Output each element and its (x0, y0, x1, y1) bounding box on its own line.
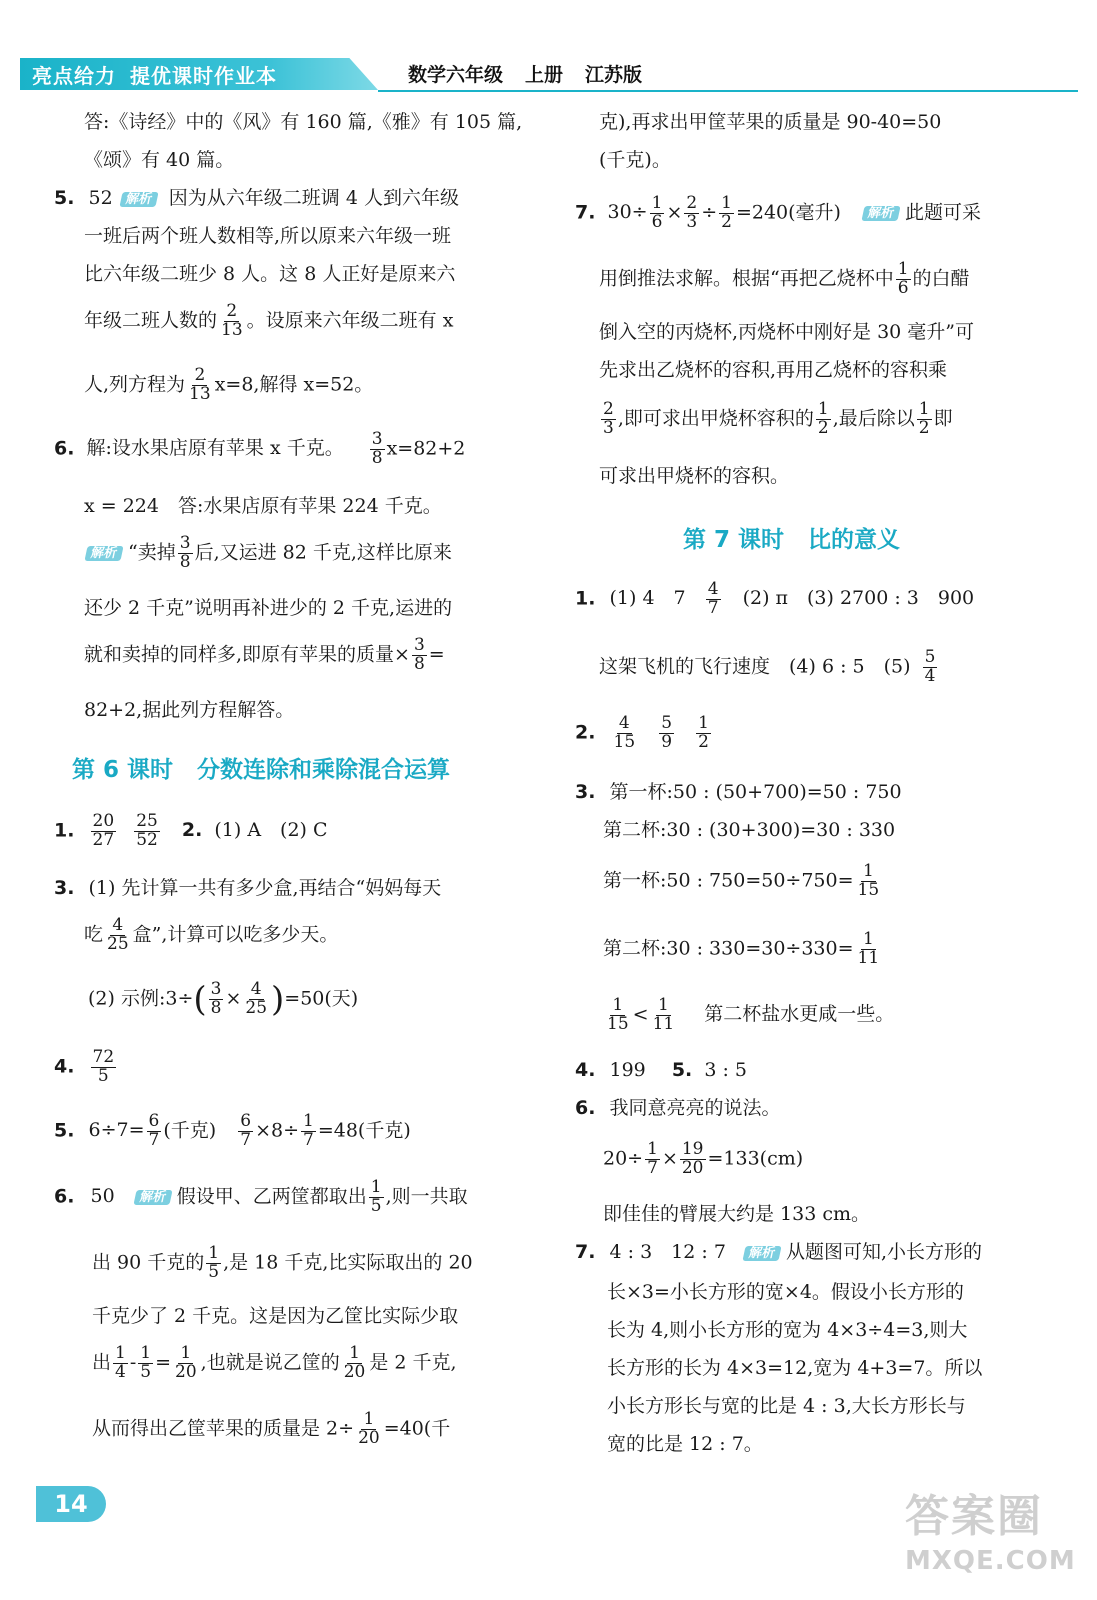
text: ,则一共取 (385, 1185, 468, 1208)
text: 人,列方程为 (84, 373, 186, 396)
text: ,最后除以 (832, 407, 915, 430)
fraction-numerator: 4 (707, 579, 719, 599)
page-number-badge: 14 (36, 1486, 106, 1522)
analysis-line (92, 1245, 473, 1282)
fraction (370, 431, 385, 468)
text: 第一杯:50 : 750=50÷750= (603, 869, 854, 892)
fraction (896, 261, 911, 298)
lesson-number: 第 7 课时 (683, 527, 785, 553)
fraction (219, 303, 245, 340)
question-6b (54, 1179, 468, 1216)
question-number: 7. (575, 201, 596, 224)
fraction (369, 1179, 384, 1216)
analysis-text: (千克)。 (599, 149, 671, 171)
lesson-name: 比的意义 (808, 527, 901, 553)
text: x=82+2 (386, 437, 466, 460)
fraction-numerator: 1 (612, 995, 624, 1015)
analysis-line (84, 367, 373, 404)
fraction (923, 649, 938, 686)
fraction (301, 1113, 316, 1150)
text: 出 90 千克的 (92, 1251, 205, 1274)
question-number: 3. (54, 877, 75, 899)
fraction (856, 863, 882, 900)
fraction (113, 1345, 128, 1382)
fraction-denominator: 4 (924, 665, 936, 686)
fraction-numerator: 6 (148, 1111, 160, 1131)
text: = (428, 643, 445, 666)
question-5 (54, 189, 459, 208)
text: =133(cm) (707, 1147, 804, 1170)
answer-line (599, 649, 939, 686)
fraction (243, 981, 269, 1018)
fraction-denominator: 4 (115, 1361, 126, 1382)
fraction-numerator: 1 (698, 713, 709, 733)
banner-brand: 亮点给力 (32, 64, 116, 88)
fraction-denominator: 15 (857, 879, 880, 900)
fraction-denominator: 15 (613, 731, 636, 752)
fraction (651, 997, 677, 1034)
fraction-numerator: 1 (208, 1243, 220, 1263)
fraction-denominator: 2 (721, 211, 732, 232)
analysis-text: 克),再求出甲筐苹果的质量是 90-40=50 (599, 111, 942, 133)
fraction-numerator: 1 (647, 1139, 658, 1159)
fraction-denominator: 7 (647, 1157, 658, 1178)
fraction (238, 1113, 253, 1150)
analysis-text: 宽的比是 12 : 7。 (607, 1433, 763, 1455)
text: 用倒推法求解。根据“再把乙烧杯中 (599, 267, 894, 290)
question-number: 4. (54, 1055, 75, 1078)
analysis-text: 一班后两个班人数相等,所以原来六年级一班 (84, 225, 452, 247)
text: 这架飞机的飞行速度 (4) 6 : 5 (5) (599, 655, 911, 678)
analysis-text: 长×3=小长方形的宽×4。假设小长方形的 (607, 1281, 964, 1303)
answer-line (603, 863, 883, 900)
answer-line (603, 1141, 803, 1178)
fraction-numerator: 1 (817, 399, 829, 419)
text: =50(天) (284, 987, 359, 1010)
answer-value: (1) 4 7 (609, 587, 686, 610)
question-number: 6. (575, 1097, 596, 1119)
text: =48(千克) (317, 1119, 411, 1142)
fraction (816, 401, 831, 438)
analysis-text: 千克少了 2 千克。这是因为乙筐比实际少取 (92, 1305, 459, 1327)
question-number: 5. (671, 1059, 693, 1081)
fraction (412, 637, 427, 674)
fraction-denominator: 6 (897, 277, 909, 298)
text: 。设原来六年级二班有 x (246, 309, 454, 332)
fraction-numerator: 6 (240, 1111, 252, 1131)
question-5b (54, 1113, 411, 1150)
text: 就和卖掉的同样多,即原有苹果的质量× (84, 643, 410, 666)
fraction (209, 981, 224, 1018)
analysis-text: 比六年级二班少 8 人。这 8 人正好是原来六 (84, 263, 456, 285)
answer-line (84, 917, 338, 954)
fraction (134, 813, 160, 850)
fraction-denominator: 8 (179, 551, 191, 572)
fraction-numerator: 4 (250, 979, 262, 999)
fraction-denominator: 25 (107, 933, 129, 954)
question-number: 5. (54, 1119, 75, 1142)
text: 从题图可知,小长方形的 (785, 1241, 983, 1263)
text: 解:设水果店原有苹果 x 千克。 (86, 437, 344, 460)
text: 第一杯:50 : (50+700)=50 : 750 (609, 781, 902, 803)
question-7 (575, 1243, 982, 1262)
analysis-text: 可求出甲烧杯的容积。 (599, 465, 790, 487)
text: 即 (933, 407, 953, 430)
text: 出 (92, 1351, 112, 1374)
fraction (91, 813, 117, 850)
text: 从而得出乙筐苹果的质量是 2÷ (92, 1417, 355, 1440)
book-volume: 上册 (525, 64, 564, 86)
fraction-numerator: 1 (862, 861, 874, 881)
text: 假设甲、乙两筐都取出 (176, 1185, 367, 1208)
analysis-tag: 解析 (861, 206, 900, 221)
fraction-denominator: 20 (343, 1361, 366, 1382)
fraction-numerator: 2 (603, 399, 614, 419)
fraction (680, 1141, 706, 1178)
fraction (147, 1113, 162, 1150)
answer-line (603, 997, 894, 1034)
question-2 (575, 715, 713, 752)
analysis-tag: 解析 (133, 1190, 172, 1205)
question-number: 6. (54, 437, 75, 460)
fraction-numerator: 3 (210, 979, 222, 999)
fraction-numerator: 1 (651, 193, 663, 213)
fraction-numerator: 1 (721, 193, 732, 213)
fraction (917, 401, 932, 438)
fraction (187, 367, 213, 404)
fraction-denominator: 8 (371, 447, 383, 468)
fraction-denominator: 25 (245, 997, 268, 1018)
fraction-numerator: 2 (686, 193, 698, 213)
analysis-text: 因为从六年级二班调 4 人到六年级 (168, 187, 459, 209)
answer-value: 52 (88, 187, 113, 209)
question-3 (54, 879, 441, 898)
fraction-denominator: 8 (413, 653, 425, 674)
text: ×8÷ (255, 1119, 299, 1142)
question-number: 1. (575, 587, 596, 610)
text: × (225, 987, 242, 1010)
fraction-denominator: 3 (686, 211, 698, 232)
analysis-text: 82+2,据此列方程解答。 (84, 699, 295, 721)
fraction (719, 195, 734, 232)
question-number: 1. (54, 819, 75, 842)
question-number: 2. (181, 819, 203, 842)
text: “卖掉 (128, 541, 176, 564)
fraction-denominator: 20 (358, 1427, 380, 1448)
question-6 (54, 431, 465, 468)
analysis-line (92, 1345, 457, 1382)
answer-line (88, 981, 358, 1018)
fraction-numerator: 1 (897, 259, 909, 279)
question-4-5 (575, 1061, 747, 1080)
text: =40(千 (383, 1417, 451, 1440)
fraction-denominator: 11 (857, 947, 880, 968)
text: ,是 18 千克,比实际取出的 20 (223, 1251, 473, 1274)
book-info (408, 60, 664, 87)
header-rule (378, 90, 1078, 92)
fraction-numerator: 5 (661, 713, 673, 733)
text: 是 2 千克, (369, 1351, 457, 1374)
fraction (612, 715, 638, 752)
question-4 (54, 1049, 118, 1086)
answer-line (603, 931, 883, 968)
analysis-line (84, 535, 452, 572)
fraction-denominator: 20 (681, 1157, 704, 1178)
fraction-denominator: 7 (707, 597, 719, 618)
fraction-denominator: 2 (918, 417, 930, 438)
text: x=8,解得 x=52。 (214, 373, 374, 396)
fraction-denominator: 7 (303, 1129, 314, 1150)
fraction-denominator: 6 (651, 211, 663, 232)
fraction (650, 195, 665, 232)
fraction-numerator: 2 (226, 301, 238, 321)
analysis-tag: 解析 (742, 1246, 781, 1261)
answer-value: (1) A (2) C (214, 819, 328, 842)
question-number: 3. (575, 781, 596, 803)
book-subject: 数学六年级 (408, 64, 504, 86)
fraction (605, 997, 631, 1034)
fraction-denominator: 7 (240, 1129, 252, 1150)
fraction (706, 581, 721, 618)
fraction-denominator: 5 (370, 1195, 382, 1216)
fraction (178, 535, 193, 572)
text: (2) 示例:3÷ (88, 987, 194, 1010)
fraction-denominator: 20 (175, 1361, 197, 1382)
question-number: 2. (575, 721, 596, 744)
fraction-denominator: 8 (210, 997, 222, 1018)
fraction-denominator: 2 (817, 417, 829, 438)
text: =240(毫升) (735, 201, 841, 224)
fraction (91, 1049, 117, 1086)
fraction-denominator: 11 (652, 1013, 675, 1034)
fraction-numerator: 1 (303, 1111, 314, 1131)
section-title-6 (72, 751, 474, 784)
analysis-text: 还少 2 千克”说明再补进少的 2 千克,运进的 (84, 597, 453, 619)
fraction-numerator: 25 (136, 811, 158, 831)
fraction-numerator: 5 (924, 647, 936, 667)
text: 年级二班人数的 (84, 309, 218, 332)
fraction-denominator: 2 (698, 731, 709, 752)
text: (千克) (163, 1119, 217, 1142)
fraction-numerator: 3 (179, 533, 191, 553)
fraction (356, 1411, 382, 1448)
fraction-denominator: 13 (189, 383, 211, 404)
analysis-line (84, 303, 453, 340)
text: 盒”,计算可以吃多少天。 (132, 923, 339, 946)
analysis-tag: 解析 (119, 192, 158, 207)
fraction (645, 1141, 660, 1178)
fraction-denominator: 5 (140, 1361, 152, 1382)
section-title-7 (683, 521, 924, 554)
fraction (659, 715, 674, 752)
fraction-denominator: 13 (221, 319, 243, 340)
fraction-numerator: 4 (618, 713, 630, 733)
fraction (138, 1345, 153, 1382)
analysis-line (92, 1411, 450, 1448)
answer-value: (2) π (3) 2700 : 3 900 (742, 587, 975, 610)
text: 的白醋 (912, 267, 970, 290)
text: = (155, 1351, 172, 1374)
fraction-numerator: 3 (413, 635, 425, 655)
fraction-denominator: 52 (136, 829, 158, 850)
answer-line: 答:《诗经》中的《风》有 160 篇,《雅》有 105 篇, (84, 111, 523, 133)
book-edition: 江苏版 (585, 64, 643, 86)
text: ,也就是说乙筐的 (200, 1351, 340, 1374)
text: 吃 (84, 923, 104, 946)
answer-line: 第二杯:30 : (30+300)=30 : 330 (603, 819, 896, 841)
text: 后,又运进 82 千克,这样比原来 (194, 541, 452, 564)
text: - (129, 1351, 137, 1374)
fraction-denominator: 27 (92, 829, 115, 850)
fraction-numerator: 4 (112, 915, 124, 935)
answer-line: 《颂》有 40 篇。 (84, 149, 235, 171)
analysis-text: 长方形的长为 4×3=12,宽为 4+3=7。所以 (607, 1357, 983, 1379)
fraction-numerator: 3 (371, 429, 383, 449)
answer-value: 4 : 3 12 : 7 (609, 1241, 726, 1263)
text: < (632, 1003, 649, 1026)
text: 6÷7= (88, 1119, 145, 1142)
fraction (206, 1245, 221, 1282)
fraction (342, 1345, 368, 1382)
fraction-numerator: 1 (140, 1343, 152, 1363)
fraction (696, 715, 711, 752)
left-paren: ( (193, 979, 207, 1020)
question-number: 6. (54, 1185, 75, 1208)
watermark (905, 1480, 1075, 1590)
text: 20÷ (603, 1147, 644, 1170)
question-7 (575, 195, 981, 232)
fraction-denominator: 5 (208, 1261, 220, 1282)
fraction-numerator: 1 (115, 1343, 126, 1363)
analysis-tag: 解析 (84, 546, 123, 561)
question-1 (54, 813, 328, 850)
fraction-denominator: 5 (97, 1065, 109, 1086)
fraction (684, 195, 699, 232)
question-1 (575, 581, 974, 618)
analysis-line (599, 261, 970, 298)
analysis-line (84, 637, 445, 674)
fraction-numerator: 72 (92, 1047, 115, 1067)
fraction-denominator: 7 (148, 1129, 160, 1150)
fraction-denominator: 3 (603, 417, 614, 438)
fraction (105, 917, 131, 954)
watermark-logo: 答案圈 (905, 1491, 1043, 1542)
analysis-text: 先求出乙烧杯的容积,再用乙烧杯的容积乘 (599, 359, 948, 381)
analysis-text: 小长方形长与宽的比是 4 : 3,大长方形长与 (607, 1395, 966, 1417)
answer-line: 即佳佳的臂展大约是 133 cm。 (603, 1203, 871, 1225)
fraction (173, 1345, 199, 1382)
analysis-text: 倒入空的丙烧杯,丙烧杯中刚好是 30 毫升”可 (599, 321, 975, 343)
fraction-numerator: 1 (363, 1409, 375, 1429)
banner-series: 提优课时作业本 (130, 64, 277, 88)
fraction (856, 931, 882, 968)
question-number: 4. (575, 1059, 596, 1081)
fraction-numerator: 1 (349, 1343, 360, 1363)
text: × (661, 1147, 678, 1170)
question-number: 5. (54, 187, 75, 209)
fraction-numerator: 20 (92, 811, 115, 831)
question-3 (575, 783, 902, 802)
fraction-numerator: 1 (370, 1177, 382, 1197)
fraction-numerator: 1 (862, 929, 874, 949)
text: 我同意亮亮的说法。 (609, 1097, 781, 1119)
right-paren: ) (271, 979, 285, 1020)
fraction-denominator: 15 (607, 1013, 629, 1034)
question-number: 7. (575, 1241, 596, 1263)
fraction-numerator: 1 (657, 995, 669, 1015)
page-header (0, 0, 1097, 100)
text: 此题可采 (905, 201, 982, 224)
fraction-numerator: 1 (918, 399, 930, 419)
answer-value: 199 (609, 1059, 646, 1081)
text: (1) 先计算一共有多少盒,再结合“妈妈每天 (88, 877, 442, 899)
fraction-numerator: 2 (194, 365, 206, 385)
watermark-url: MXQE.COM (905, 1546, 1076, 1576)
analysis-text: 长为 4,则小长方形的宽为 4×3÷4=3,则大 (607, 1319, 968, 1341)
text: × (666, 201, 683, 224)
fraction-numerator: 19 (681, 1139, 704, 1159)
answer-line: x = 224 答:水果店原有苹果 224 千克。 (84, 495, 442, 517)
fraction (601, 401, 616, 438)
answer-value: 3 : 5 (704, 1059, 747, 1081)
answer-value: 50 (90, 1185, 115, 1208)
lesson-name: 分数连除和乘除混合运算 (197, 757, 451, 783)
text: ÷ (701, 201, 718, 224)
lesson-number: 第 6 课时 (72, 757, 174, 783)
text: 第二杯:30 : 330=30÷330= (603, 937, 854, 960)
analysis-line (599, 401, 953, 438)
text: 30÷ (607, 201, 648, 224)
question-6 (575, 1099, 781, 1118)
fraction-denominator: 9 (661, 731, 673, 752)
fraction-numerator: 1 (180, 1343, 192, 1363)
text: 第二杯盐水更咸一些。 (704, 1003, 895, 1026)
banner-title (32, 60, 291, 89)
text: ,即可求出甲烧杯容积的 (617, 407, 814, 430)
